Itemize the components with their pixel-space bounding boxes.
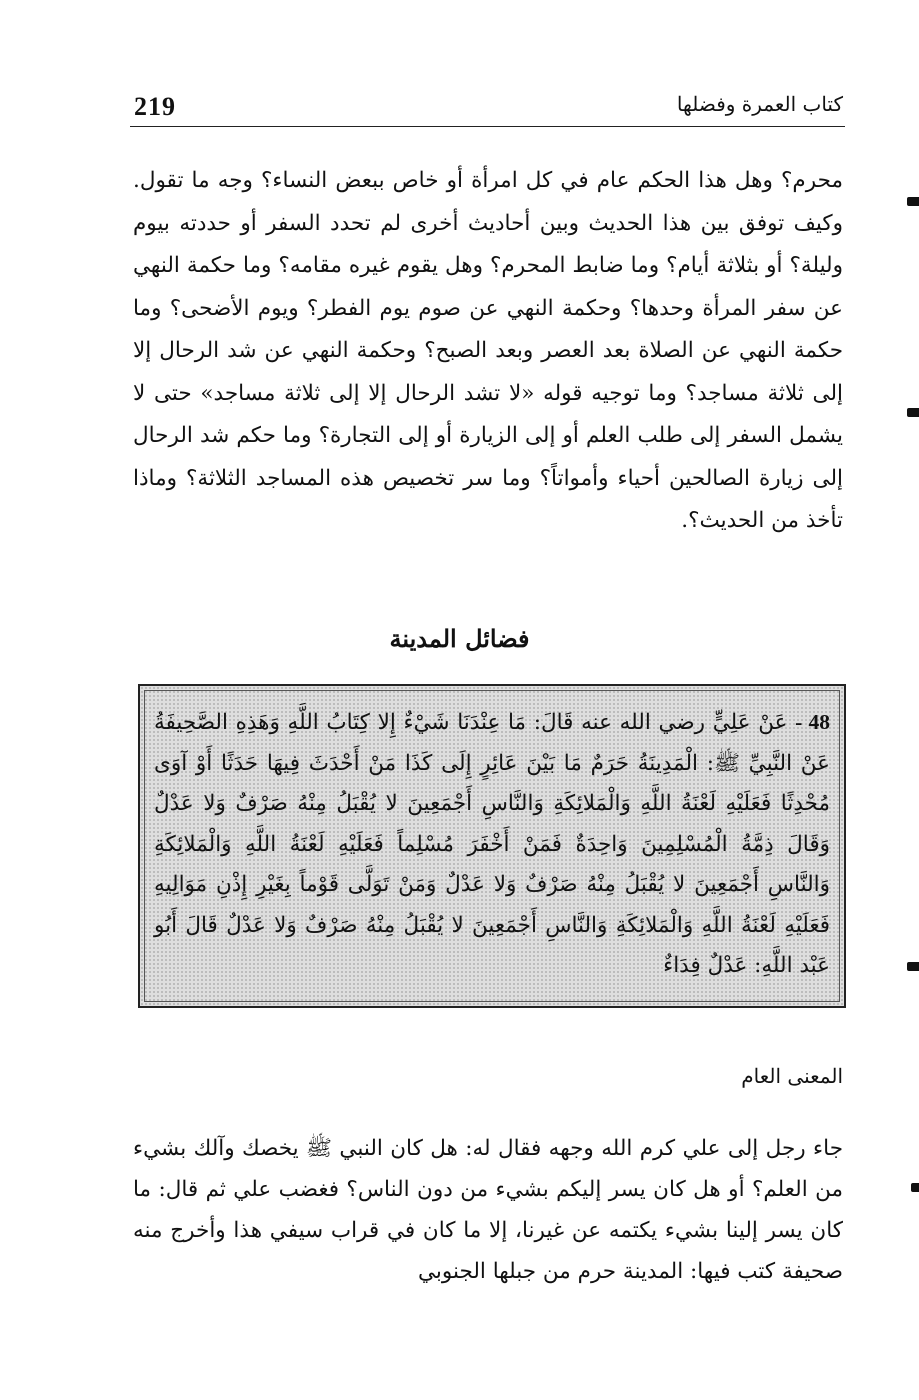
header-rule <box>130 126 845 127</box>
page-number: 219 <box>134 92 176 121</box>
subheading: المعنى العام <box>741 1064 843 1088</box>
hadith-body: عَنْ عَلِيٍّ رضي الله عنه قَالَ: مَا عِنْدَنَا شَيْءٌ إِلا كِتَابُ اللَّهِ وَهَذِهِ الصَّحِيفَةُ عَنْ النَّبِيِّ ﷺ: الْمَدِينَةُ حَرَمٌ مَا بَيْنَ عَائِرٍ إِلَى كَذَا مَنْ أَحْدَثَ فِيهَا حَدَثًا أَوْ آوَى مُحْدِثًا فَعَلَيْهِ لَعْنَةُ اللَّهِ وَالْمَلائِكَةِ وَالنَّاسِ أَجْمَعِينَ لا يُقْبَلُ مِنْهُ صَرْفٌ وَلا عَدْلٌ وَقَالَ ذِمَّةُ الْمُسْلِمِينَ وَاحِدَةٌ فَمَنْ أَخْفَرَ مُسْلِماً فَعَلَيْهِ لَعْنَةُ اللَّهِ وَالْمَلائِكَةِ وَالنَّاسِ أَجْمَعِينَ لا يُقْبَلُ مِنْهُ صَرْفٌ وَلا عَدْلٌ وَمَنْ تَوَلَّى قَوْماً بِغَيْرِ إِذْنِ مَوَالِيهِ فَعَلَيْهِ لَعْنَةُ اللَّهِ وَالْمَلائِكَةِ وَالنَّاسِ أَجْمَعِينَ لا يُقْبَلُ مِنْهُ صَرْفٌ وَلا عَدْلٌ قَالَ أَبُو عَبْد اللَّهِ: عَدْلٌ فِدَاءٌ <box>154 710 830 978</box>
margin-mark <box>907 962 919 971</box>
hadith-text <box>154 702 830 987</box>
body-paragraph: محرم؟ وهل هذا الحكم عام في كل امرأة أو خاص ببعض النساء؟ وجه ما تقول. وكيف توفق بين هذا الحديث وبين أحاديث أخرى لم تحدد السفر أو حددته بيوم وليلة؟ أو بثلاثة أيام؟ وما ضابط المحرم؟ وهل يقوم غيره مقامه؟ وما حكمة النهي عن سفر المرأة وحدها؟ وحكمة النهي عن صوم يوم الفطر؟ ويوم الأضحى؟ وما حكمة النهي عن الصلاة بعد العصر وبعد الصبح؟ وحكمة النهي عن شد الرحال إلا إلى ثلاثة مساجد؟ وما توجيه قوله «لا تشد الرحال إلا إلى ثلاثة مساجد» حتى لا يشمل السفر إلى طلب العلم أو إلى الزيارة أو إلى التجارة؟ وما حكم شد الرحال إلى زيارة الصالحين أحياء وأمواتاً؟ وما سر تخصيص هذه المساجد الثلاثة؟ وماذا تأخذ من الحديث؟. <box>133 168 843 533</box>
margin-mark <box>907 197 919 206</box>
margin-mark <box>907 408 919 417</box>
margin-mark <box>911 1183 919 1192</box>
section-heading: فضائل المدينة <box>389 624 530 653</box>
body-paragraph: جاء رجل إلى علي كرم الله وجهه فقال له: هل كان النبي ﷺ يخصك وآلك بشيء من العلم؟ أو هل كان يسر إليكم بشيء من دون الناس؟ فغضب علي ثم قال: ما كان يسر إلينا بشيء يكتمه عن غيرنا، إلا ما كان في قراب سيفي هذا وأخرج منه صحيفة كتب فيها: المدينة حرم من جبلها الجنوبي <box>133 1136 843 1284</box>
hadith-box <box>138 684 846 1008</box>
running-title: كتاب العمرة وفضلها <box>676 92 843 116</box>
hadith-number: 48 - <box>795 710 830 734</box>
